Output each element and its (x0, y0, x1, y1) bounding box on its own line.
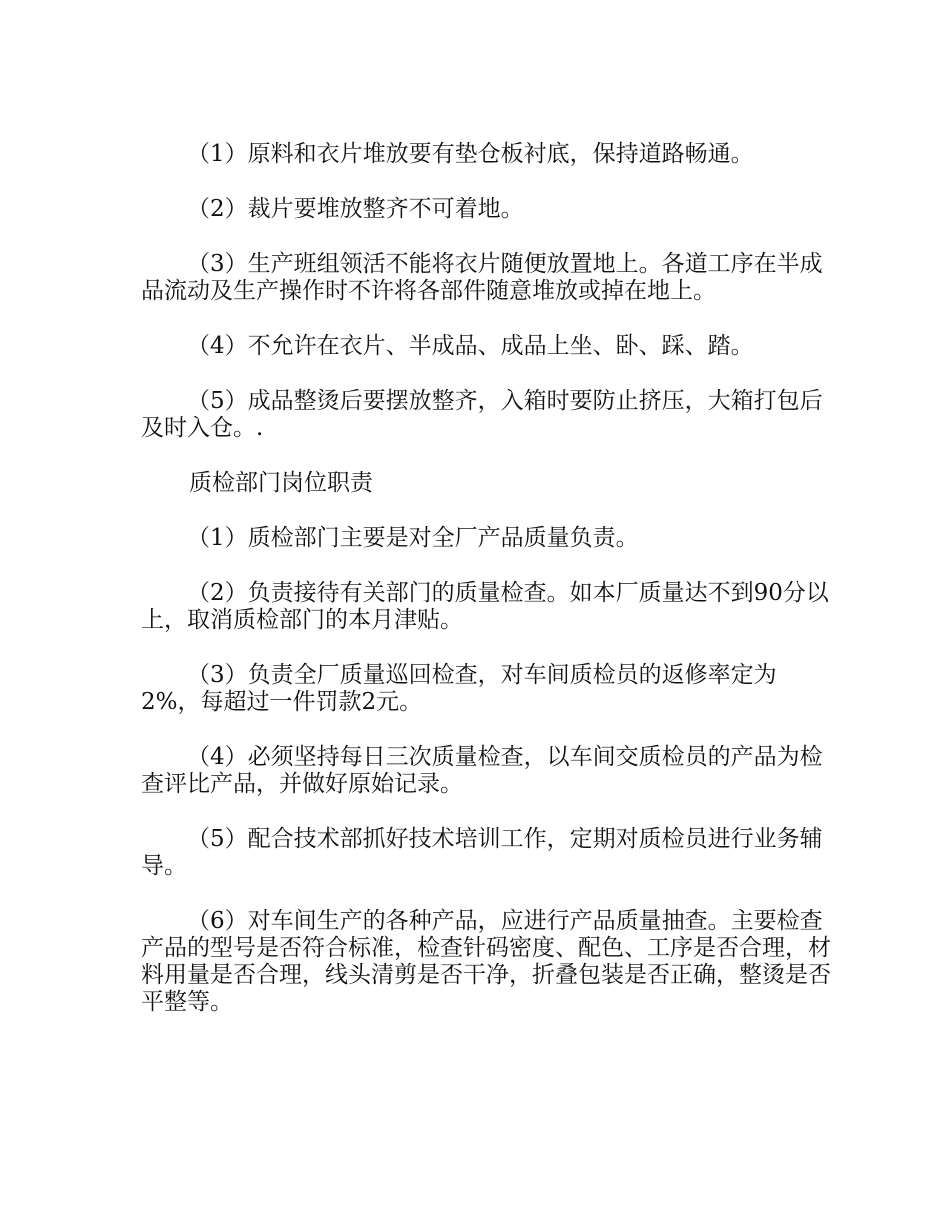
paragraph-qc-inspection-reception: （2）负责接待有关部门的质量检查。如本厂质量达不到90分以上，取消质检部门的本月津贴。 (141, 580, 829, 633)
paragraph-qc-training: （5）配合技术部抓好技术培训工作，定期对质检员进行业务辅导。 (141, 826, 823, 879)
paragraph-production-team: （3）生产班组领活不能将衣片随便放置地上。各道工序在半成品流动及生产操作时不许将各部件随意堆放或掉在地上。 (141, 251, 823, 304)
section-heading-qc-duties: 质检部门岗位职责 (189, 470, 373, 496)
document-body (141, 141, 831, 1044)
paragraph-finished-products: （5）成品整烫后要摆放整齐，入箱时要防止挤压，大箱打包后及时入仓。. (141, 388, 823, 441)
paragraph-cut-pieces: （2）裁片要堆放整齐不可着地。 (187, 196, 524, 222)
paragraph-storage-materials: （1）原料和衣片堆放要有垫仓板衬底，保持道路畅通。 (187, 141, 754, 167)
paragraph-qc-spot-checks: （6）对车间生产的各种产品，应进行产品质量抽查。主要检查产品的型号是否符合标准，检查针码密度、配色、工序是否合理，材料用量是否合理，线头清剪是否干净，折叠包装是否正确，整烫是否平整等。 (141, 908, 831, 1015)
paragraph-no-sitting: （4）不允许在衣片、半成品、成品上坐、卧、踩、踏。 (187, 333, 754, 359)
paragraph-qc-responsibility: （1）质检部门主要是对全厂产品质量负责。 (187, 525, 639, 551)
paragraph-qc-patrol: （3）负责全厂质量巡回检查，对车间质检员的返修率定为2%，每超过一件罚款2元。 (141, 662, 777, 715)
paragraph-qc-daily-checks: （4）必须坚持每日三次质量检查，以车间交质检员的产品为检查评比产品，并做好原始记录。 (141, 744, 823, 797)
